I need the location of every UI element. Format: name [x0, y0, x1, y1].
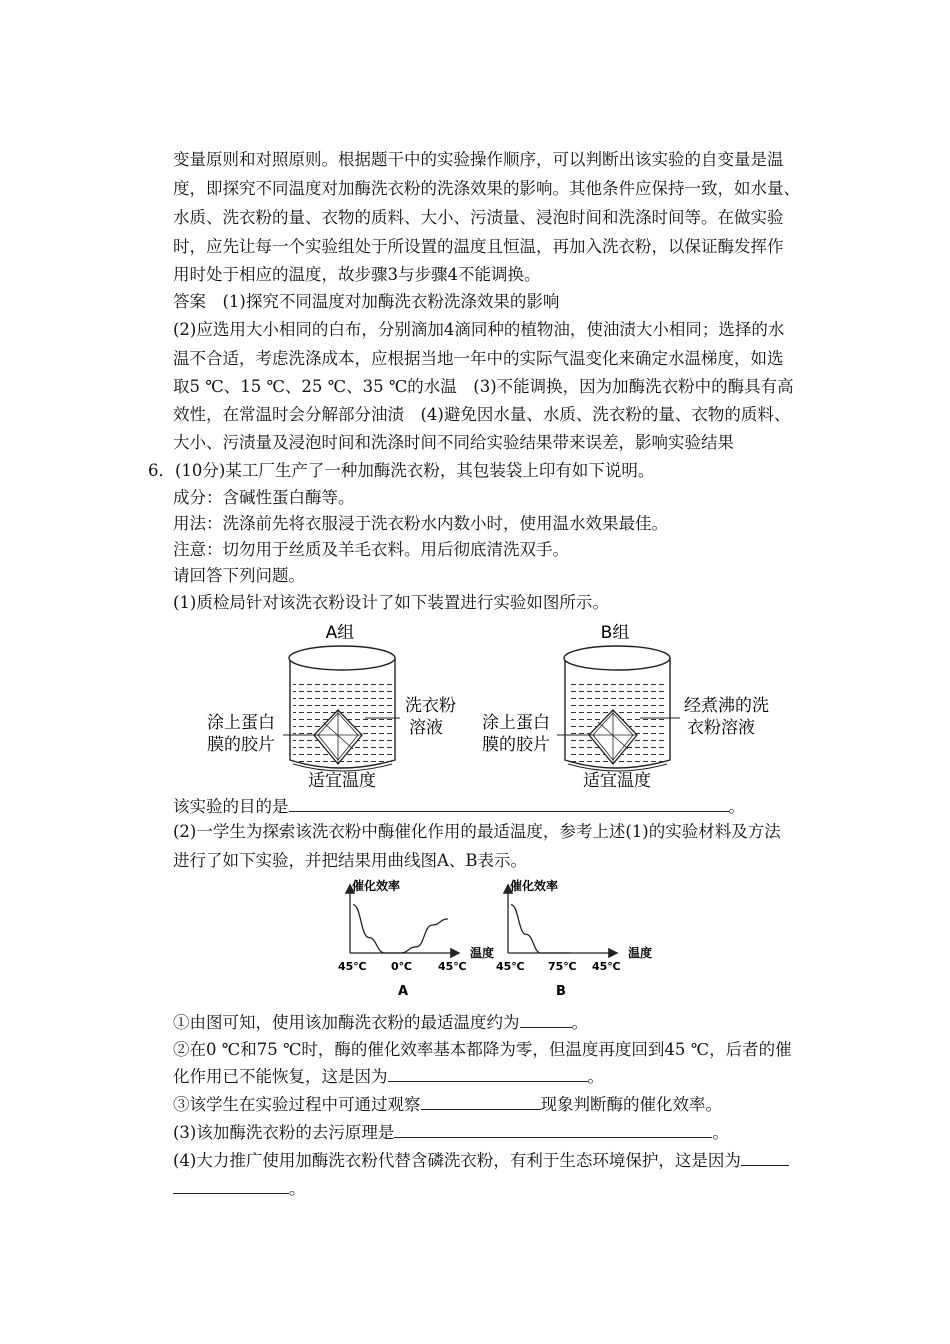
chart-a [338, 878, 494, 999]
group-b-left-label-1: 涂上蛋白 [482, 713, 550, 733]
environmental-reason-blank-1[interactable] [741, 1151, 789, 1166]
chart-b [496, 878, 652, 999]
part1-text: (1)质检局针对该洗衣粉设计了如下装置进行实验如图所示。 [173, 593, 609, 612]
prompt-text: 请回答下列问题。 [173, 566, 305, 585]
question-b-prefix: 化作用已不能恢复，这是因为 [173, 1067, 388, 1086]
answer-line: (2)应选用大小相同的白布，分别滴加4滴同种的植物油，使油渍大小相同；选择的水 [173, 320, 785, 339]
chart-a-curve [353, 905, 448, 953]
notice-text: 注意：切勿用于丝质及羊毛衣料。用后彻底清洗双手。 [173, 540, 569, 559]
environmental-reason-blank-2[interactable] [173, 1179, 289, 1194]
part2-text: 进行了如下实验，并把结果用曲线图A、B表示。 [173, 851, 528, 870]
group-b-right-label-2: 衣粉溶液 [687, 718, 755, 738]
reason-blank[interactable] [388, 1067, 588, 1082]
answer-line: 答案 (1)探究不同温度对加酶洗衣粉洗涤效果的影响 [173, 292, 560, 311]
group-b-title: B组 [600, 623, 630, 643]
part4 [173, 1151, 789, 1171]
explanation-line: 度，即探究不同温度对加酶洗衣粉的洗涤效果的影响。其他条件应保持一致，如水量、 [173, 179, 800, 198]
chart-b-title: B [556, 984, 566, 999]
part3-suffix: 。 [712, 1123, 729, 1142]
part4-continued [173, 1179, 306, 1199]
answer-line: 大小、污渍量及浸泡时间和洗涤时间不同给实验结果带来误差，影响实验结果 [173, 433, 734, 452]
ingredients-text: 成分：含碱性蛋白酶等。 [173, 488, 355, 507]
group-b-bottom-label: 适宜温度 [583, 771, 651, 791]
question-stem: 6．(10分)某工厂生产了一种加酶洗衣粉，其包装袋上印有如下说明。 [148, 461, 655, 480]
part4-suffix: 。 [289, 1179, 306, 1198]
beaker-figure [195, 618, 795, 794]
group-a-right-label-2: 溶液 [409, 718, 443, 738]
part3-prefix: (3)该加酶洗衣粉的去污原理是 [173, 1123, 395, 1142]
chart-a-tick-label: 45℃ [438, 960, 467, 973]
group-a-left-label-2: 膜的胶片 [207, 735, 275, 755]
chart-a-tick-label: 45℃ [338, 960, 367, 973]
optimal-temperature-blank[interactable] [520, 1013, 572, 1028]
question-b-suffix: 。 [587, 1067, 604, 1086]
chart-a-title: A [398, 984, 409, 999]
group-b-left-label-2: 膜的胶片 [482, 735, 550, 755]
purpose-blank[interactable] [289, 797, 729, 812]
chart-b-tick-label: 45℃ [592, 960, 621, 973]
observation-blank[interactable] [421, 1095, 541, 1110]
chart-a-ylabel: 催化效率 [352, 879, 401, 893]
chart-b-tick-label: 75℃ [548, 960, 577, 973]
purpose-prefix: 该实验的目的是 [173, 797, 289, 816]
question-a-prefix: ①由图可知，使用该加酶洗衣粉的最适温度约为 [173, 1013, 520, 1032]
chart-b-curve [511, 905, 571, 953]
answer-line: 温不合适，考虑洗涤成本，应根据当地一年中的实际气温变化来确定水温梯度，如选 [173, 349, 784, 368]
part3 [173, 1123, 729, 1143]
explanation-line: 水质、洗衣粉的量、衣物的质料、大小、污渍量、浸泡时间和洗涤时间等。在做实验 [173, 208, 784, 227]
question-c-suffix: 现象判断酶的催化效率。 [540, 1095, 722, 1114]
explanation-line: 用时处于相应的温度，故步骤3与步骤4不能调换。 [173, 265, 541, 284]
group-b-right-label-1: 经煮沸的洗 [684, 696, 769, 716]
group-a-title: A组 [325, 623, 355, 643]
chart-b-tick-label: 45℃ [496, 960, 525, 973]
question-a-suffix: 。 [571, 1013, 588, 1032]
group-a-right-label-1: 洗衣粉 [405, 696, 456, 716]
explanation-line: 时，应先让每一个实验组处于所设置的温度且恒温，再加入洗衣粉，以保证酶发挥作 [173, 237, 784, 256]
chart-a-tick-label: 0℃ [391, 960, 412, 973]
purpose-suffix: 。 [728, 797, 745, 816]
question-b [173, 1067, 604, 1087]
answer-line: 取5 ℃、15 ℃、25 ℃、35 ℃的水温 (3)不能调换，因为加酶洗衣粉中的酶具有高 [173, 377, 794, 396]
explanation-line: 变量原则和对照原则。根据题干中的实验操作顺序，可以判断出该实验的自变量是温 [173, 150, 784, 169]
usage-text: 用法：洗涤前先将衣服浸于洗衣粉水内数小时，使用温水效果最佳。 [173, 514, 668, 533]
question-b-line1: ②在0 ℃和75 ℃时，酶的催化效率基本都降为零，但温度再度回到45 ℃，后者的催 [173, 1040, 792, 1059]
part2-text: (2)一学生为探索该洗衣粉中酶催化作用的最适温度，参考上述(1)的实验材料及方法 [173, 822, 781, 841]
question-c-prefix: ③该学生在实验过程中可通过观察 [173, 1095, 421, 1114]
part4-prefix: (4)大力推广使用加酶洗衣粉代替含磷洗衣粉，有利于生态环境保护，这是因为 [173, 1151, 741, 1170]
group-a-left-label-1: 涂上蛋白 [207, 713, 275, 733]
question-a [173, 1013, 588, 1033]
chart-a-xlabel: 温度 [470, 946, 495, 960]
beaker-group-a [207, 623, 456, 791]
purpose-question [173, 797, 745, 817]
answer-line: 效性，在常温时会分解部分油渍 (4)避免因水量、水质、洗衣粉的量、衣物的质料、 [173, 405, 791, 424]
decontamination-principle-blank[interactable] [394, 1123, 712, 1138]
beaker-group-b [482, 623, 769, 791]
chart-b-ylabel: 催化效率 [510, 879, 559, 893]
group-a-bottom-label: 适宜温度 [308, 771, 376, 791]
chart-b-xlabel: 温度 [628, 946, 653, 960]
catalysis-curve-chart [330, 878, 660, 1003]
question-c [173, 1095, 722, 1115]
